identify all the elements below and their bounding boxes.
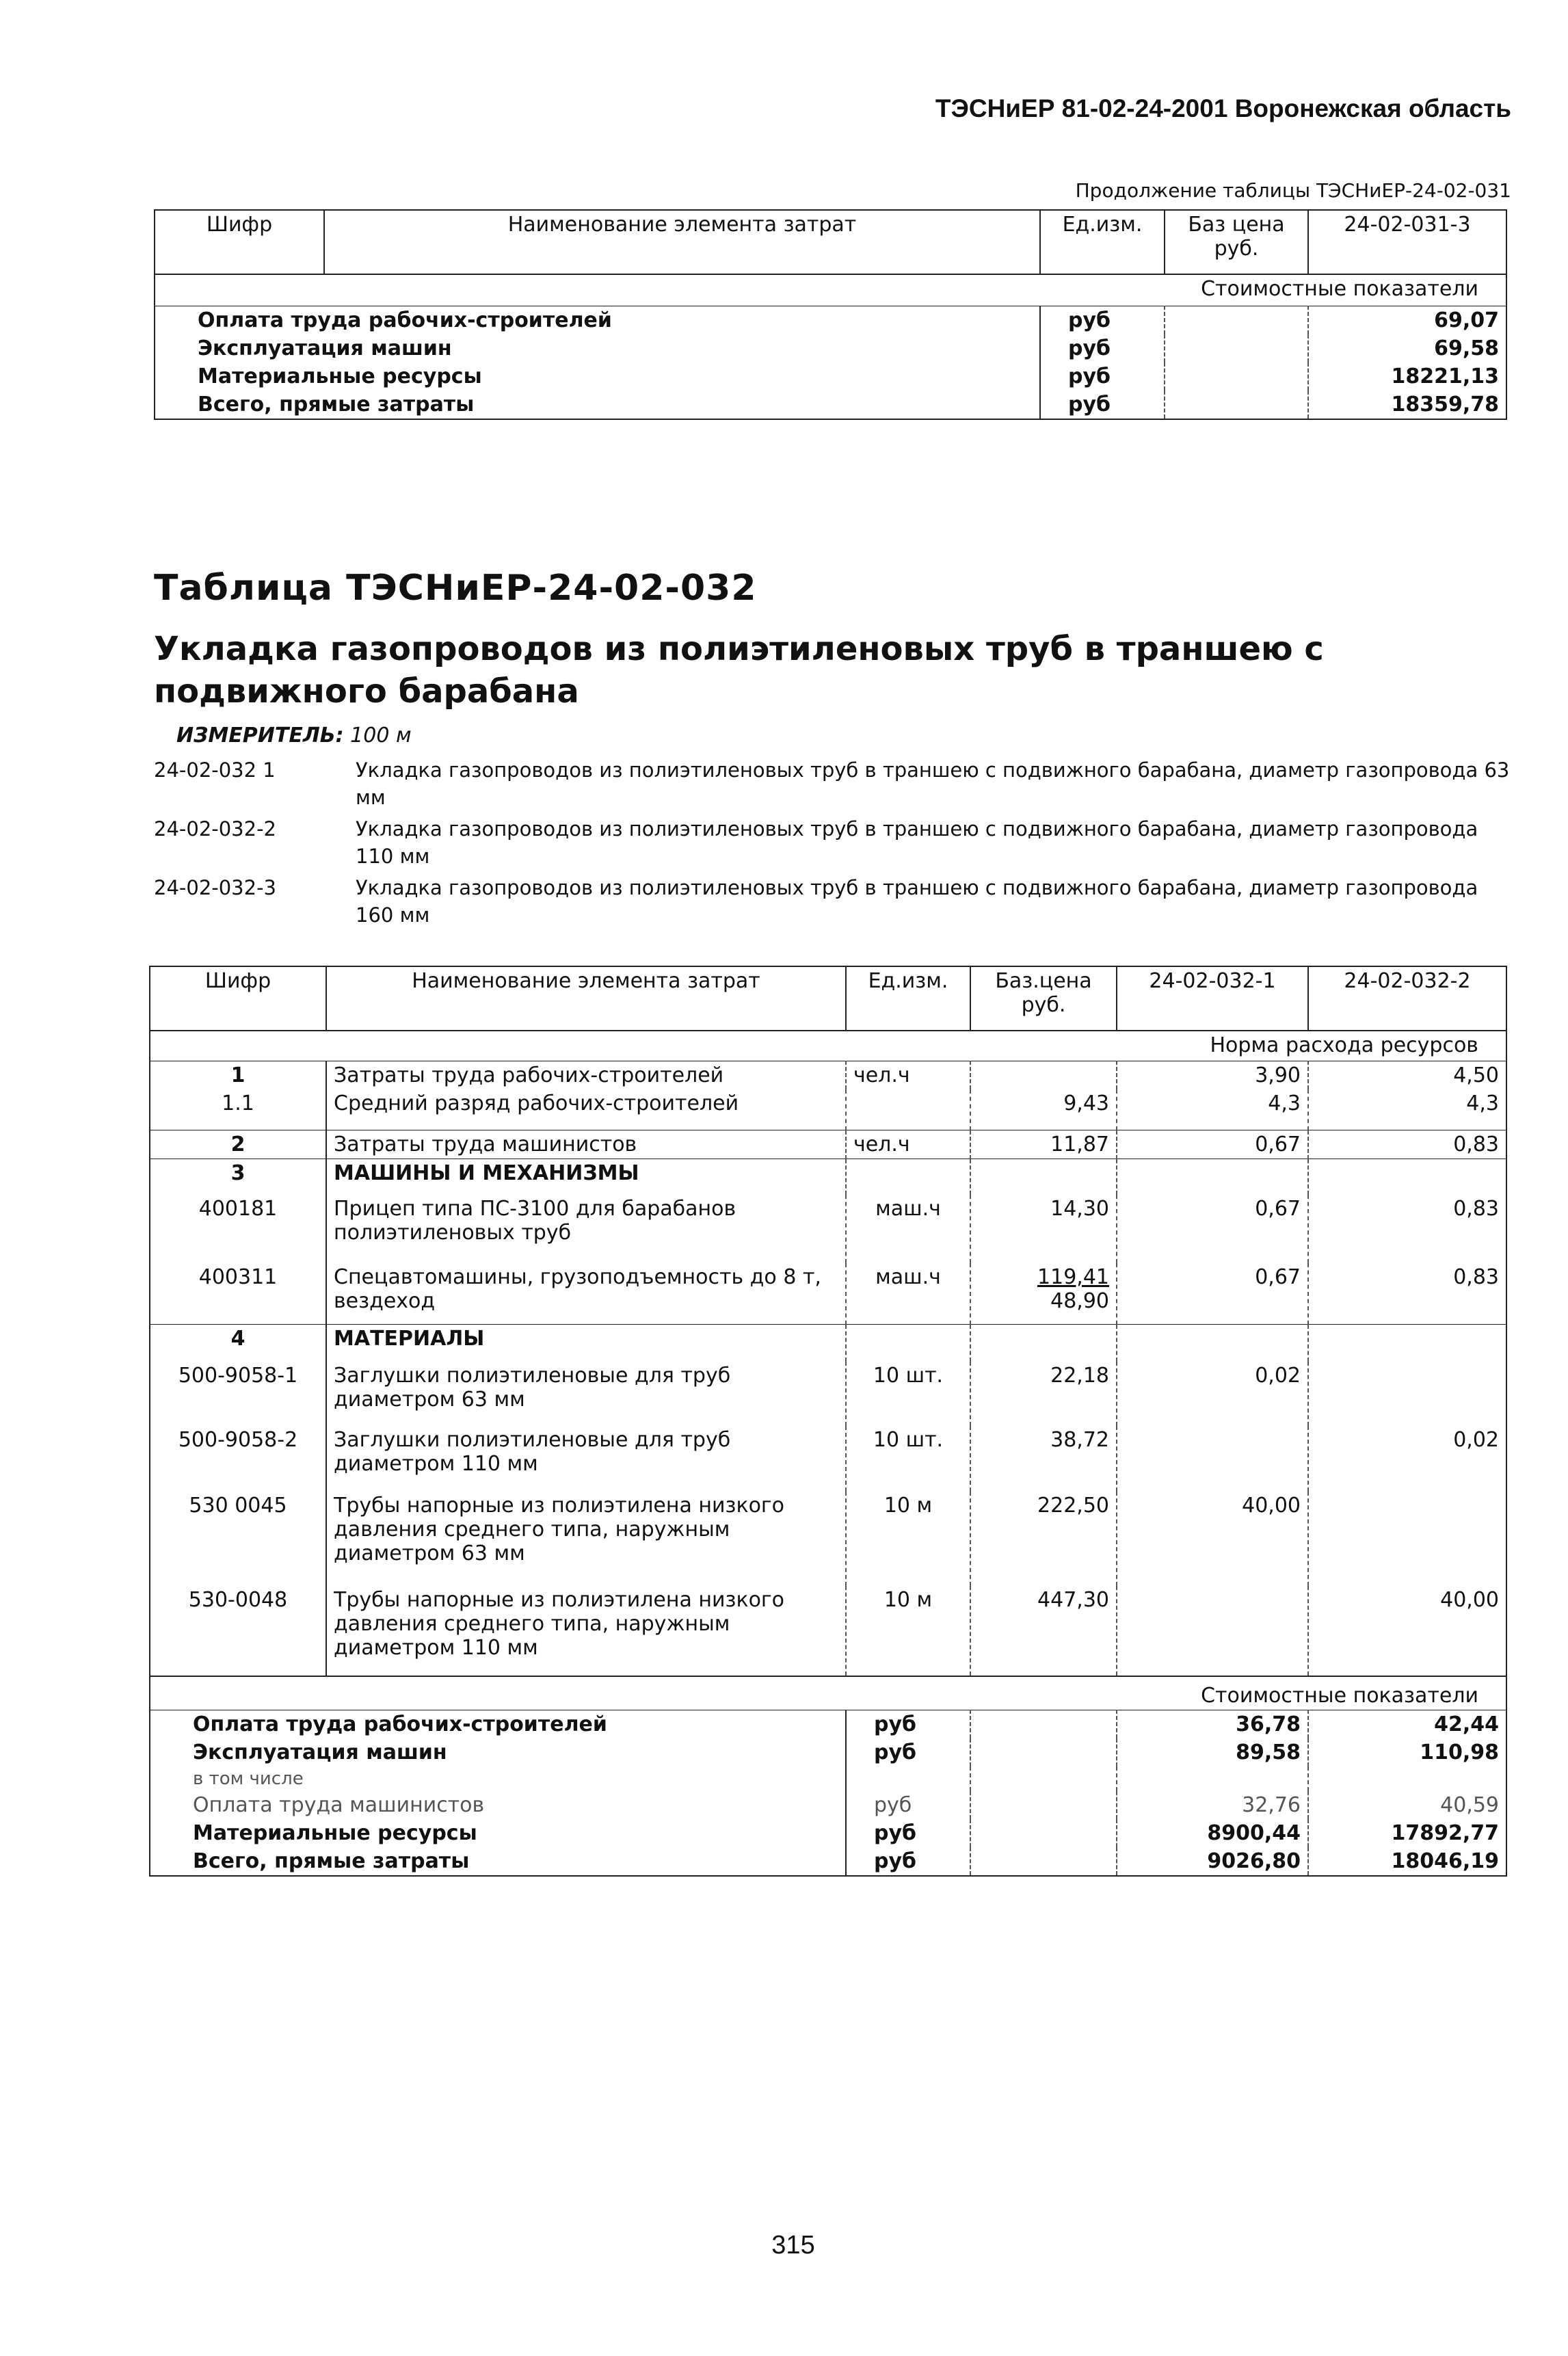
cost-unit: руб: [1040, 306, 1165, 334]
row-value-1: 4,3: [1117, 1089, 1308, 1130]
measure-line: [176, 724, 412, 747]
cost-value-1: 9026,80: [1117, 1847, 1308, 1876]
row-value-2: [1308, 1492, 1506, 1586]
table-row: [150, 1089, 1506, 1130]
row-price: 14,30: [970, 1195, 1117, 1263]
cost-unit: руб: [1040, 362, 1165, 391]
cost-value-1: 89,58: [1117, 1738, 1308, 1766]
cost-name: Оплата труда рабочих-строителей: [155, 306, 1040, 334]
table-subtitle: Укладка газопроводов из полиэтиленовых труб в траншею с подвижного барабана: [154, 630, 1324, 711]
col-header-value: 24-02-031-3: [1308, 210, 1506, 274]
row-name: Затраты труда машинистов: [326, 1130, 846, 1159]
col-header-code: Шифр: [206, 213, 273, 237]
row-code: 400311: [198, 1265, 278, 1289]
row-value-2: [1308, 1362, 1506, 1426]
col-header-value-1: 24-02-032-1: [1117, 966, 1308, 1031]
row-price: 119,41: [1037, 1265, 1109, 1289]
code-id: 24-02-032-2: [154, 817, 276, 841]
code-id: 24-02-032-3: [154, 876, 276, 899]
cost-row: [150, 1847, 1506, 1876]
cost-value-2: 40,59: [1308, 1791, 1506, 1819]
row-price: 222,50: [970, 1492, 1117, 1586]
row-unit: маш.ч: [846, 1263, 970, 1325]
cost-unit: руб: [846, 1791, 970, 1819]
table-title: Таблица ТЭСНиЕР-24-02-032: [154, 568, 757, 609]
measure-label: ИЗМЕРИТЕЛЬ:: [176, 724, 344, 747]
cost-value-1: 8900,44: [1117, 1819, 1308, 1847]
row-unit: маш.ч: [846, 1195, 970, 1263]
cost-name: Оплата труда машинистов: [193, 1793, 485, 1817]
row-name: Трубы напорные из полиэтилена низкого давления среднего типа, наружным диаметром 110 мм: [326, 1586, 846, 1676]
cost-unit: руб: [1040, 391, 1165, 419]
cost-unit: руб: [846, 1819, 970, 1847]
row-unit: 10 шт.: [846, 1362, 970, 1426]
cost-unit: руб: [1040, 334, 1165, 362]
row-unit: [846, 1089, 970, 1130]
cost-value-2: 18046,19: [1308, 1847, 1506, 1876]
row-value-1: 0,67: [1117, 1263, 1308, 1325]
cost-unit: руб: [846, 1710, 970, 1739]
row-price: 447,30: [970, 1586, 1117, 1676]
cost-name: Материальные ресурсы: [198, 364, 482, 388]
cost-value-2: 17892,77: [1308, 1819, 1506, 1847]
col-header-name: Наименование элемента затрат: [324, 210, 1040, 274]
continuation-note: Продолжение таблицы ТЭСНиЕР-24-02-031: [1075, 179, 1511, 202]
cost-value: 18359,78: [1308, 391, 1506, 419]
cost-value: 18221,13: [1308, 362, 1506, 391]
row-name: МАШИНЫ И МЕХАНИЗМЫ: [326, 1159, 846, 1195]
code-desc: Укладка газопроводов из полиэтиленовых труб в траншею с подвижного барабана, диаметр газопровода 160 мм: [356, 876, 1478, 927]
cost-name: Всего, прямые затраты: [193, 1849, 470, 1873]
cost-row: [150, 1791, 1506, 1819]
row-value-2: 0,83: [1308, 1195, 1506, 1263]
cost-value: 69,07: [1308, 306, 1506, 334]
row-value-2: 40,00: [1308, 1586, 1506, 1676]
code-desc: Укладка газопроводов из полиэтиленовых труб в траншею с подвижного барабана, диаметр газопровода 110 мм: [356, 817, 1478, 868]
row-code: 1.1: [222, 1091, 254, 1115]
table-row: [150, 1426, 1506, 1492]
row-value-2: 0,02: [1308, 1426, 1506, 1492]
row-unit: 10 шт.: [846, 1426, 970, 1492]
table-row: [150, 1362, 1506, 1426]
col-header-price: Баз.цена руб.: [970, 966, 1117, 1031]
col-header-code: Шифр: [204, 969, 271, 993]
row-price: 11,87: [970, 1130, 1117, 1159]
row-name: Заглушки полиэтиленовые для труб диаметром 110 мм: [326, 1426, 846, 1492]
row-value-1: 0,67: [1117, 1130, 1308, 1159]
row-value-1: 0,02: [1117, 1362, 1308, 1426]
cost-unit: руб: [846, 1847, 970, 1876]
row-price-alt: 48,90: [1050, 1288, 1109, 1313]
code-description-row: [154, 874, 1522, 929]
cost-value: 69,58: [1308, 334, 1506, 362]
cost-name: Оплата труда рабочих-строителей: [150, 1710, 846, 1739]
row-price: [970, 1061, 1117, 1089]
page-number: 315: [771, 2231, 815, 2260]
cost-row: [150, 1819, 1506, 1847]
row-code: 1: [150, 1061, 326, 1089]
col-header-name: Наименование элемента затрат: [326, 966, 846, 1031]
row-unit: 10 м: [846, 1586, 970, 1676]
row-value-1: 0,67: [1117, 1195, 1308, 1263]
section-label: Стоимостные показатели: [1117, 1676, 1506, 1710]
code-descriptions: [154, 756, 1522, 933]
col-header-unit: Ед.изм.: [1040, 210, 1165, 274]
table-row: [150, 1159, 1506, 1195]
code-id: 24-02-032 1: [154, 758, 276, 782]
table-row: [150, 1130, 1506, 1159]
table-row: [150, 1492, 1506, 1586]
row-value-2: 4,50: [1308, 1061, 1506, 1089]
code-description-row: [154, 815, 1522, 870]
cost-name: Эксплуатация машин: [193, 1740, 447, 1764]
table-row: [150, 1195, 1506, 1263]
cost-name: Материальные ресурсы: [193, 1821, 477, 1845]
cost-row: [150, 1766, 1506, 1791]
row-code: 500-9058-1: [178, 1363, 298, 1388]
cost-value-2: 110,98: [1308, 1738, 1506, 1766]
col-header-value-2: 24-02-032-2: [1308, 966, 1506, 1031]
cost-row: [150, 1710, 1506, 1739]
row-unit: чел.ч: [846, 1061, 970, 1089]
col-header-price: Баз цена руб.: [1165, 210, 1308, 274]
row-code: 2: [150, 1130, 326, 1159]
row-value-1: [1117, 1426, 1308, 1492]
row-value-1: 40,00: [1117, 1492, 1308, 1586]
row-name: Спецавтомашины, грузоподъемность до 8 т, вездеход: [326, 1263, 846, 1325]
measure-value: 100 м: [350, 724, 412, 747]
cost-name: Всего, прямые затраты: [198, 392, 475, 416]
row-value-2: 0,83: [1308, 1130, 1506, 1159]
row-value-1: 3,90: [1117, 1061, 1308, 1089]
running-header: ТЭСНиЕР 81-02-24-2001 Воронежская область: [935, 94, 1511, 122]
table-row: [150, 1325, 1506, 1362]
row-price: 38,72: [970, 1426, 1117, 1492]
col-header-unit: Ед.изм.: [846, 966, 970, 1031]
cost-value-1: 32,76: [1117, 1791, 1308, 1819]
row-name: Затраты труда рабочих-строителей: [326, 1061, 846, 1089]
row-name: Прицеп типа ПС-3100 для барабанов полиэтиленовых труб: [326, 1195, 846, 1263]
row-unit: 10 м: [846, 1492, 970, 1586]
code-desc: Укладка газопроводов из полиэтиленовых труб в траншею с подвижного барабана, диаметр газопровода 63 мм: [356, 758, 1510, 809]
continuation-table: [154, 209, 1507, 420]
row-name: МАТЕРИАЛЫ: [326, 1325, 846, 1362]
table-row: [150, 1586, 1506, 1676]
code-description-row: [154, 756, 1522, 811]
cost-value-1: 36,78: [1117, 1710, 1308, 1739]
cost-unit: руб: [846, 1738, 970, 1766]
row-code: 530-0048: [188, 1587, 288, 1612]
row-name: Средний разряд рабочих-строителей: [326, 1089, 846, 1130]
row-unit: чел.ч: [846, 1130, 970, 1159]
cost-row: [150, 1738, 1506, 1766]
row-name: Заглушки полиэтиленовые для труб диаметром 63 мм: [326, 1362, 846, 1426]
row-code: 400181: [198, 1196, 278, 1221]
table-row: [150, 1263, 1506, 1325]
main-table: [149, 966, 1507, 1877]
row-value-2: 4,3: [1308, 1089, 1506, 1130]
cost-value-2: 42,44: [1308, 1710, 1506, 1739]
row-value-1: [1117, 1586, 1308, 1676]
row-code: 4: [150, 1325, 326, 1362]
row-price: 9,43: [970, 1089, 1117, 1130]
row-price: 22,18: [970, 1362, 1117, 1426]
row-code: 500-9058-2: [178, 1427, 298, 1452]
row-value-2: 0,83: [1308, 1263, 1506, 1325]
section-label: Стоимостные показатели: [1165, 274, 1506, 306]
section-label: Норма расхода ресурсов: [1117, 1031, 1506, 1061]
cost-name: Эксплуатация машин: [198, 336, 452, 360]
row-name: Трубы напорные из полиэтилена низкого давления среднего типа, наружным диаметром 63 мм: [326, 1492, 846, 1586]
row-code: 3: [150, 1159, 326, 1195]
table-row: [150, 1061, 1506, 1089]
cost-name: в том числе: [193, 1769, 304, 1789]
row-code: 530 0045: [189, 1493, 287, 1518]
